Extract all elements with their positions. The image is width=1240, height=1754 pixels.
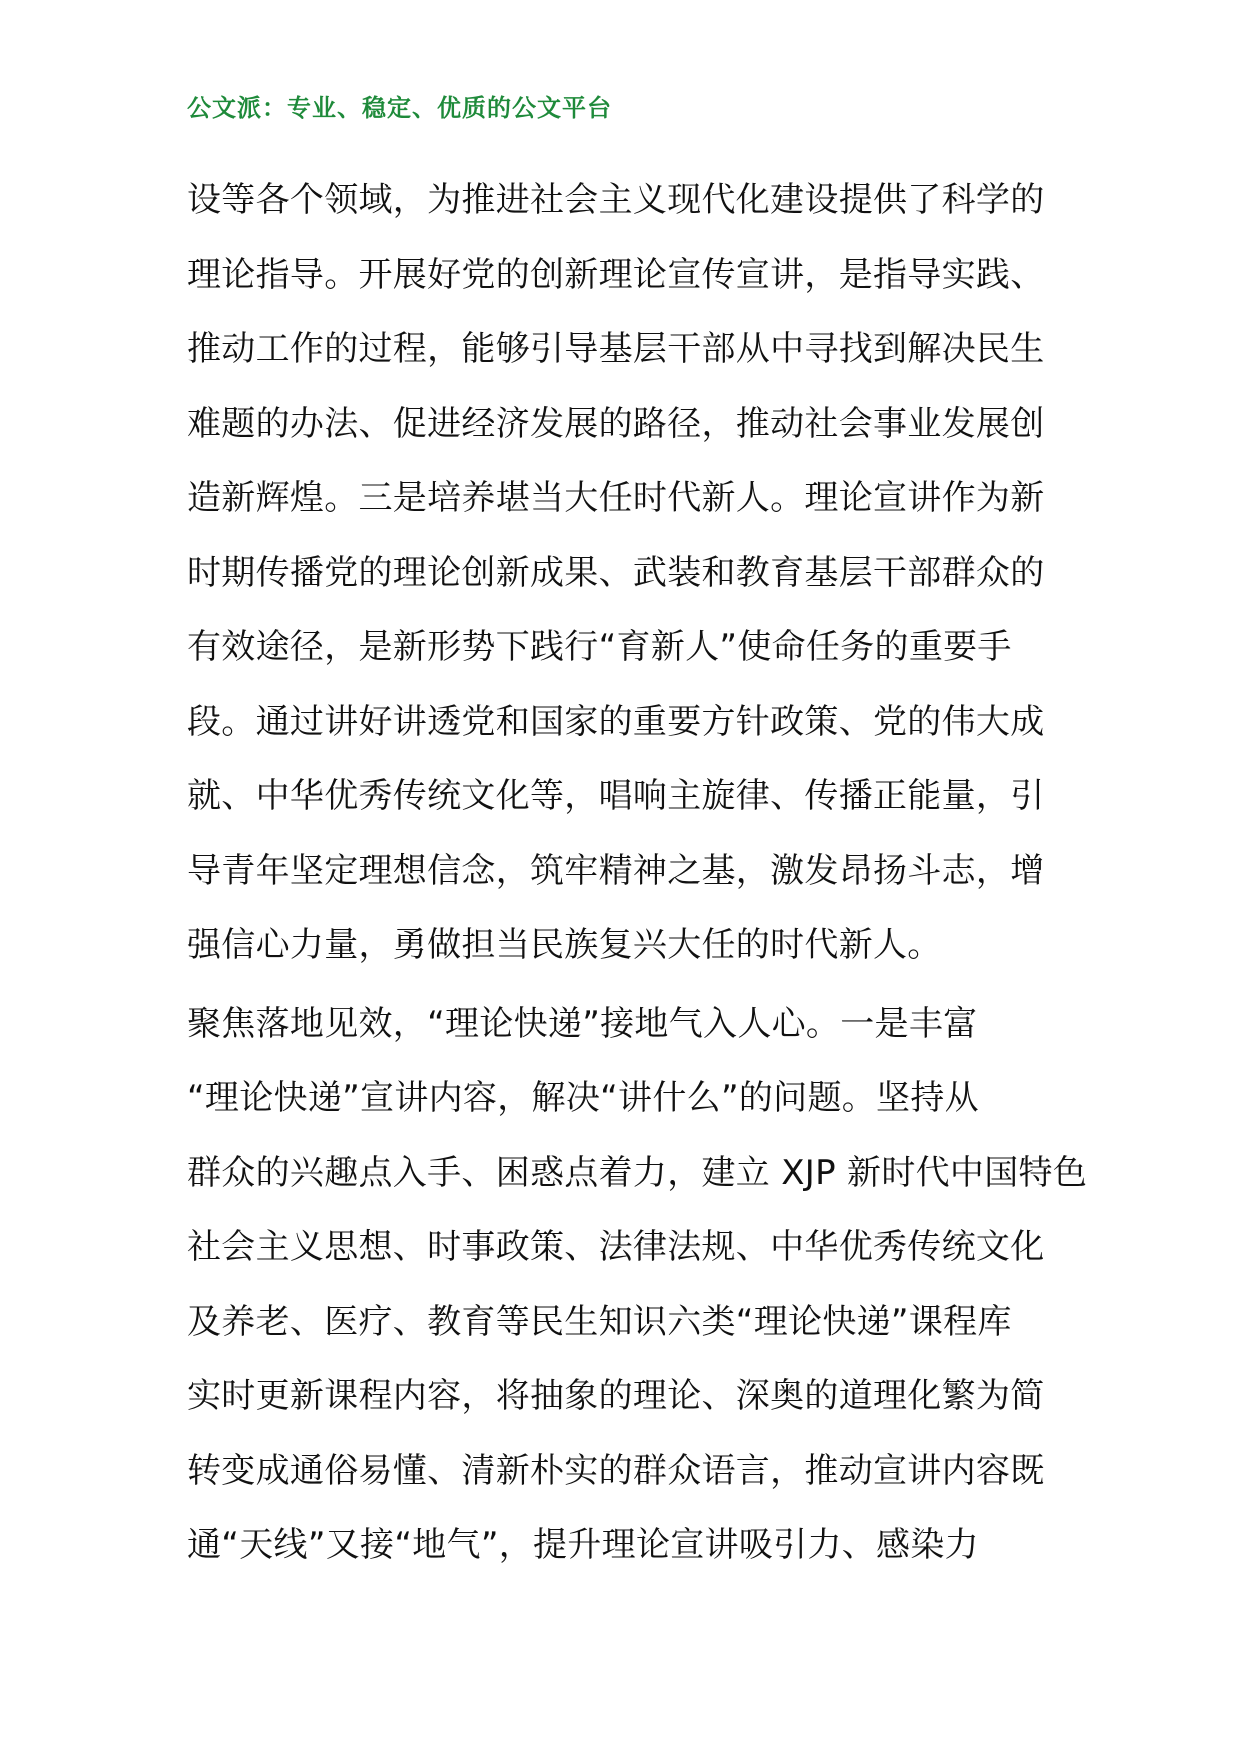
text-line: 通“天线”又接“地气”，提升理论宣讲吸引力、感染力 xyxy=(187,1525,979,1565)
text-line: 理论指导。开展好党的创新理论宣传宣讲，是指导实践、 xyxy=(187,254,1045,295)
text-line: 就、中华优秀传统文化等，唱响主旋律、传播正能量，引 xyxy=(187,776,1045,816)
text-line: 及养老、医疗、教育等民生知识六类“理论快递”课程库 xyxy=(187,1301,1012,1342)
page-header: 公文派：专业、稳定、优质的公文平台 xyxy=(187,94,612,122)
text-line: 设等各个领域，为推进社会主义现代化建设提供了科学的 xyxy=(187,180,1045,220)
text-line: 聚焦落地见效，“理论快递”接地气入人心。一是丰富 xyxy=(187,1003,978,1044)
text-line: 社会主义思想、时事政策、法律法规、中华优秀传统文化 xyxy=(187,1227,1045,1267)
text-line: 难题的办法、促进经济发展的路径，推动社会事业发展创 xyxy=(187,403,1045,444)
text-line: 时期传播党的理论创新成果、武装和教育基层干部群众的 xyxy=(187,552,1045,593)
text-line: 有效途径，是新形势下践行“育新人”使命任务的重要手 xyxy=(187,627,1012,667)
text-line: 群众的兴趣点入手、困惑点着力，建立 XJP 新时代中国特色 xyxy=(187,1152,1088,1193)
text-line: 强信心力量，勇做担当民族复兴大任的时代新人。 xyxy=(187,925,942,965)
text-line: 实时更新课程内容，将抽象的理论、深奥的道理化繁为简 xyxy=(187,1376,1045,1416)
document-body xyxy=(187,163,1088,1583)
paragraph-1 xyxy=(187,163,1067,983)
text-line: 推动工作的过程，能够引导基层干部从中寻找到解决民生 xyxy=(187,329,1045,369)
text-line: 导青年坚定理想信念，筑牢精神之基，激发昂扬斗志，增 xyxy=(187,850,1045,891)
text-line: 转变成通俗易懂、清新朴实的群众语言，推动宣讲内容既 xyxy=(187,1450,1045,1491)
text-line: “理论快递”宣讲内容，解决“讲什么”的问题。坚持从 xyxy=(187,1078,979,1118)
paragraph-2 xyxy=(187,987,1088,1583)
text-line: 段。通过讲好讲透党和国家的重要方针政策、党的伟大成 xyxy=(187,701,1045,742)
text-line: 造新辉煌。三是培养堪当大任时代新人。理论宣讲作为新 xyxy=(187,478,1045,518)
